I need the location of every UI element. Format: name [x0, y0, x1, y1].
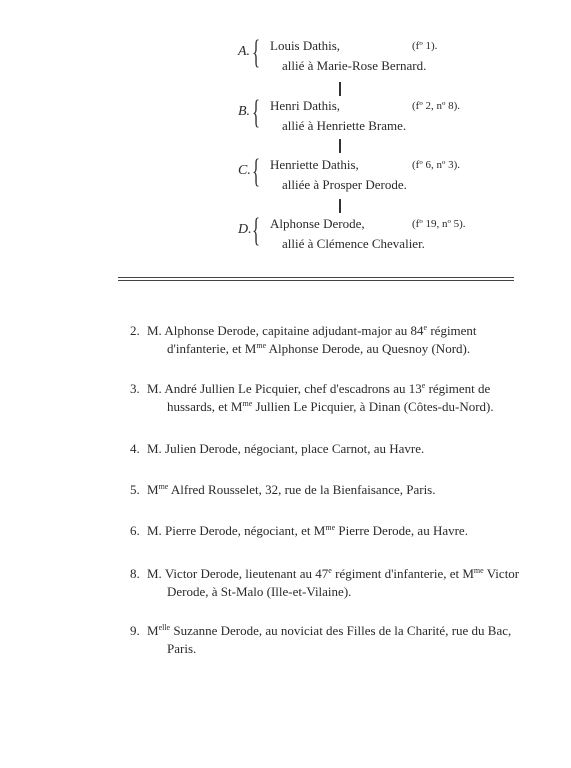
spouse-line: allié à Henriette Brame. — [282, 118, 407, 133]
entry-number: 9. — [130, 623, 140, 638]
entry-number: 8. — [130, 566, 140, 581]
person-name: Alphonse Derode, — [270, 216, 365, 231]
entry-line: M. Victor Derode, lieutenant au 47e régiment d'infanterie, et $M^{me}$ Victor — [147, 566, 520, 581]
spouse-line: alliée à Prosper Derode. — [282, 177, 407, 192]
entry-number: 4. — [130, 441, 140, 456]
lineage-connector — [339, 139, 341, 153]
entry-line: M. Alphonse Derode, capitaine adjudant-major au 84e régiment — [147, 323, 477, 338]
entry-line: d'infanterie, et $M^{me}$ Alphonse Derode, au Quesnoy (Nord). — [167, 341, 471, 356]
genealogy-generation-a — [0, 34, 571, 88]
brace-icon: { — [252, 34, 261, 71]
entry-line: $M^{me}$ Alfred Rousselet, 32, rue de la Bienfaisance, Paris. — [147, 482, 436, 497]
generation-letter: B. — [238, 104, 251, 119]
lineage-connector — [339, 199, 341, 213]
folio-reference: (fº 1). — [412, 40, 438, 52]
person-name: Louis Dathis, — [270, 38, 341, 53]
brace-icon: { — [252, 212, 261, 249]
generation-letter: D. — [238, 222, 252, 237]
entry-line: $M^{elle}$ Suzanne Derode, au noviciat des Filles de la Charité, rue du Bac, — [147, 623, 512, 638]
spouse-line: allié à Clémence Chevalier. — [282, 236, 425, 251]
person-name: Henri Dathis, — [270, 98, 341, 113]
entry-line: M. Pierre Derode, négociant, et $M^{me}$ Pierre Derode, au Havre. — [147, 523, 468, 538]
entry-line: M. André Jullien Le Picquier, chef d'escadrons au 13e régiment de — [147, 381, 491, 396]
entry-number: 2. — [130, 323, 140, 338]
entry-line: Paris. — [167, 641, 197, 656]
genealogy-generation-b — [0, 94, 571, 148]
entry-number: 5. — [130, 482, 140, 497]
spouse-line: allié à Marie-Rose Bernard. — [282, 58, 427, 73]
folio-reference: (fº 19, nº 5). — [412, 218, 466, 230]
folio-reference: (fº 2, nº 8). — [412, 100, 461, 112]
person-name: Henriette Dathis, — [270, 157, 359, 172]
genealogy-generation-c — [0, 153, 571, 207]
genealogy-generation-d — [0, 212, 571, 266]
generation-letter: C. — [238, 163, 251, 178]
brace-icon: { — [252, 94, 261, 131]
entry-number: 6. — [130, 523, 140, 538]
entry-line: Derode, à St-Malo (Ille-et-Vilaine). — [167, 584, 352, 599]
brace-icon: { — [252, 153, 261, 190]
lineage-connector — [339, 82, 341, 96]
divider-rule — [118, 277, 514, 278]
folio-reference: (fº 6, nº 3). — [412, 159, 461, 171]
generation-letter: A. — [238, 44, 251, 59]
entry-line: M. Julien Derode, négociant, place Carnot, au Havre. — [147, 441, 425, 456]
entry-number: 3. — [130, 381, 140, 396]
entry-line: hussards, et $M^{me}$ Jullien Le Picquier, à Dinan (Côtes-du-Nord). — [167, 399, 494, 414]
divider-rule — [118, 280, 514, 281]
